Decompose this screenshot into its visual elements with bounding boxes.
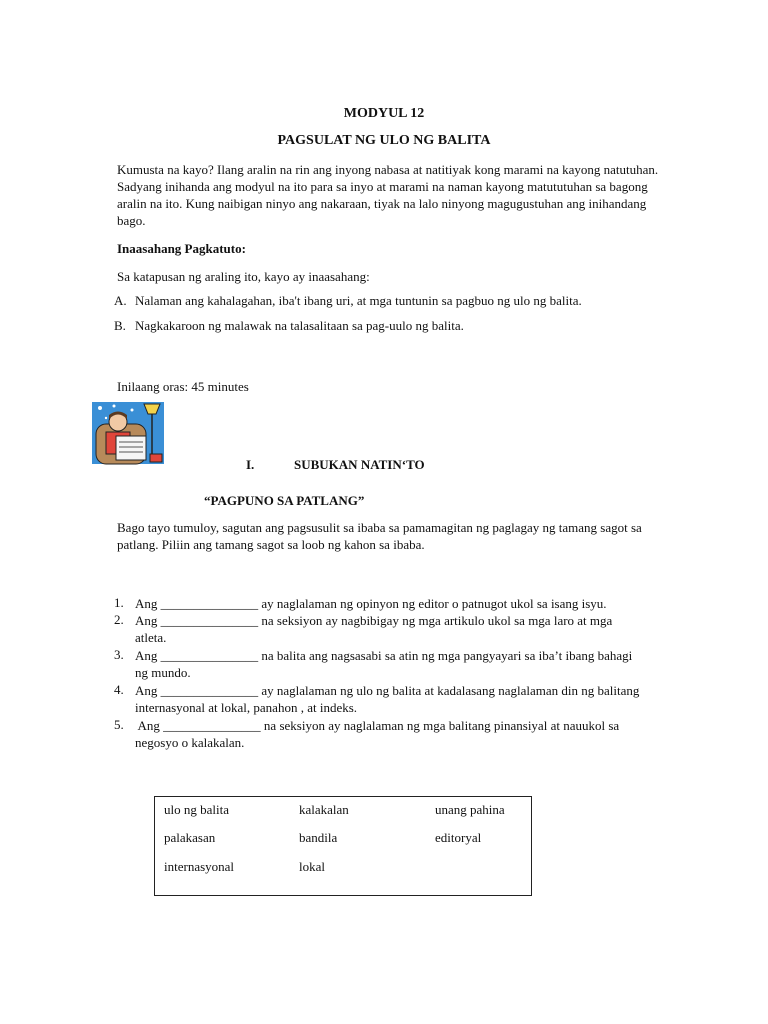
instructions-line: Bago tayo tumuloy, sagutan ang pagsusulit sa ibaba sa pamamagitan ng paglagay ng tamang sagot sa: [117, 520, 642, 535]
choice-item: bandila: [299, 830, 338, 845]
objectives-lead: Sa katapusan ng araling ito, kayo ay inaasahang:: [117, 269, 370, 284]
question-line: Ang _______________ na balita ang nagsasabi sa atin ng mga pangyayari sa iba’t ibang bahagi: [135, 648, 633, 663]
intro-line: Sadyang inihanda ang modyul na ito para sa inyo at marami na naman kayong matututuhan sa bagong: [117, 179, 648, 194]
instructions: [117, 519, 677, 553]
question-line: Ang _______________ na seksiyon ay naglalaman ng mga balitang pinansiyal at nauukol sa: [135, 718, 620, 733]
objective-letter: A.: [114, 293, 127, 308]
objective-letter: B.: [114, 318, 126, 333]
section-number: I.: [246, 457, 255, 472]
choice-item: kalakalan: [299, 802, 349, 817]
choice-item: ulo ng balita: [164, 802, 229, 817]
question-line: Ang _______________ ay naglalaman ng opinyon ng editor o patnugot ukol sa isang isyu.: [135, 596, 607, 611]
question-number: 3.: [114, 647, 124, 662]
time-allotted: Inilaang oras: 45 minutes: [117, 379, 249, 394]
objectives-heading: Inaasahang Pagkatuto:: [117, 241, 246, 256]
section-subtitle: “PAGPUNO SA PATLANG”: [204, 493, 365, 508]
objective-text: Nalaman ang kahalagahan, iba't ibang uri, at mga tuntunin sa pagbuo ng ulo ng balita.: [135, 293, 582, 308]
question-text: [135, 682, 675, 716]
question-text: [135, 717, 675, 751]
question-line: Ang _______________ ay naglalaman ng ulo ng balita at kadalasang naglalaman din ng balitang: [135, 683, 640, 698]
question-line: atleta.: [135, 630, 167, 645]
choice-item: palakasan: [164, 830, 216, 845]
question-line: negosyo o kalakalan.: [135, 735, 245, 750]
question-text: [135, 612, 675, 646]
person-reading-newspaper-icon: [92, 402, 166, 466]
module-title: PAGSULAT NG ULO NG BALITA: [277, 133, 491, 148]
question-number: 1.: [114, 595, 124, 610]
objective-text: Nagkakaroon ng malawak na talasalitaan sa pag-uulo ng balita.: [135, 318, 464, 333]
intro-paragraph: [117, 161, 677, 229]
question-line: ng mundo.: [135, 665, 191, 680]
question-number: 5.: [114, 717, 124, 732]
choice-item: lokal: [299, 859, 325, 874]
instructions-line: patlang. Piliin ang tamang sagot sa loob ng kahon sa ibaba.: [117, 537, 425, 552]
intro-line: bago.: [117, 213, 146, 228]
choice-item: internasyonal: [164, 859, 235, 874]
question-number: 2.: [114, 612, 124, 627]
choice-item: unang pahina: [435, 802, 505, 817]
intro-line: aralin na ito. Kung naibigan ninyo ang nakaraan, tiyak na lalo ninyong magugustuhan ang inihandang: [117, 196, 647, 211]
choice-item: editoryal: [435, 830, 482, 845]
section-title: SUBUKAN NATIN‘TO: [294, 457, 425, 472]
question-number: 4.: [114, 682, 124, 697]
intro-line: Kumusta na kayo? Ilang aralin na rin ang inyong nabasa at natitiyak kong marami na kayong natutuhan.: [117, 162, 659, 177]
question-line: internasyonal at lokal, panahon , at indeks.: [135, 700, 358, 715]
module-number: MODYUL 12: [343, 106, 425, 121]
question-line: Ang _______________ na seksiyon ay nagbibigay ng mga artikulo ukol sa mga laro at mga: [135, 613, 613, 628]
question-text: [135, 595, 675, 612]
question-text: [135, 647, 675, 681]
